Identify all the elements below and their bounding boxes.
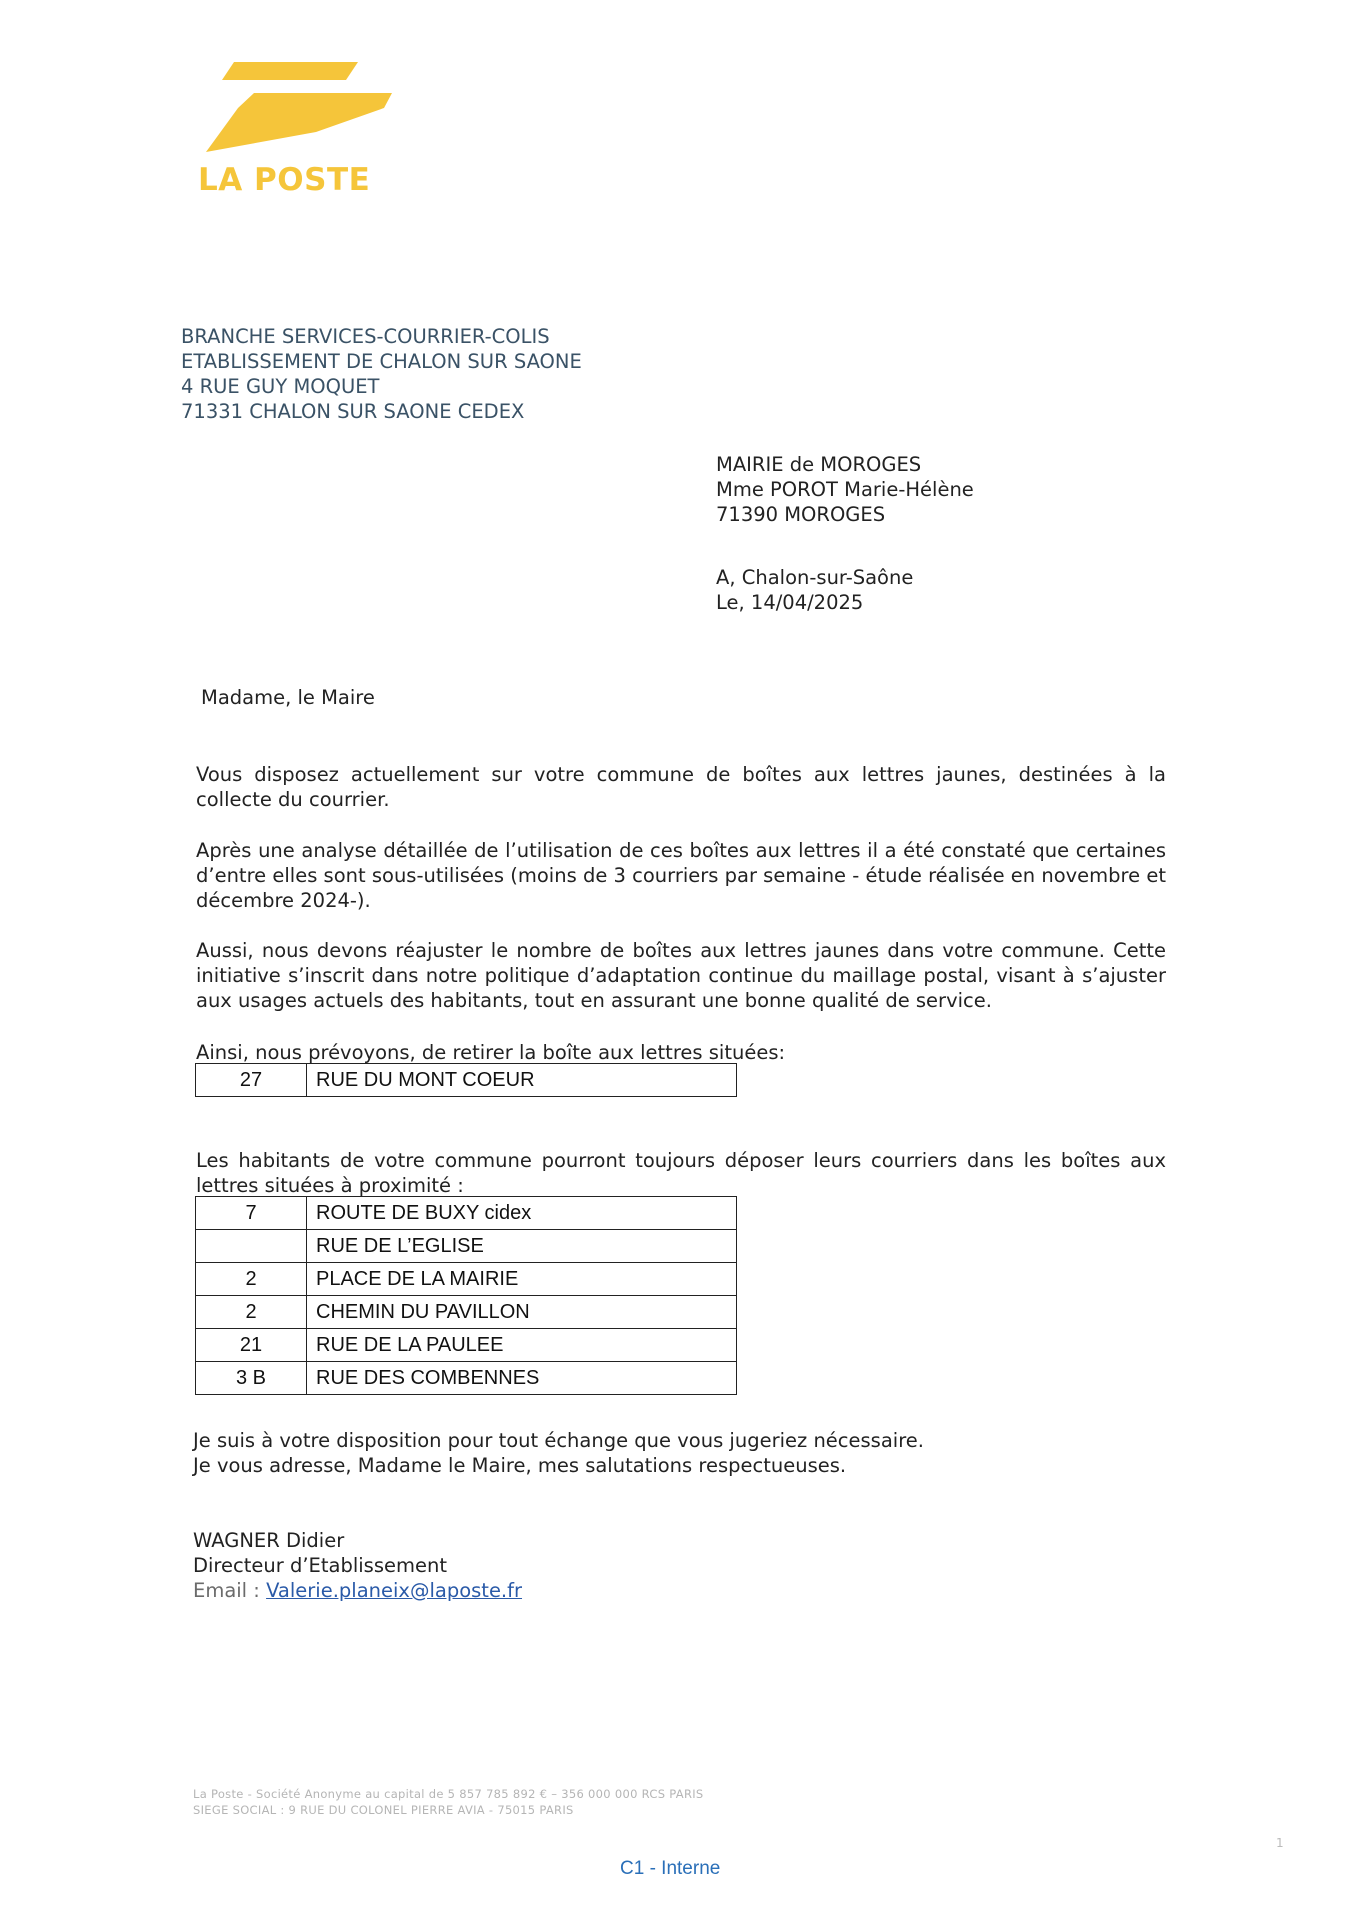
page-number: 1 (1276, 1836, 1284, 1850)
table-row (196, 1064, 737, 1097)
sender-address (181, 324, 582, 424)
closing-line: Je vous adresse, Madame le Maire, mes salutations respectueuses. (193, 1454, 847, 1477)
signature-block (193, 1528, 522, 1603)
footer-line: SIEGE SOCIAL : 9 RUE DU COLONEL PIERRE AVIA - 75015 PARIS (193, 1803, 574, 1817)
place-and-date (716, 565, 913, 615)
street-name: RUE DE L’EGLISE (307, 1230, 737, 1263)
table-row (196, 1197, 737, 1230)
la-poste-emblem-icon (196, 60, 396, 160)
date: Le, 14/04/2025 (716, 591, 864, 614)
paragraph-nearby-intro: Les habitants de votre commune pourront toujours déposer leurs courriers dans les boîtes aux lettres situées à proximité : (196, 1149, 1166, 1197)
legal-footer (193, 1786, 704, 1818)
paragraph-analysis: Après une analyse détaillée de l’utilisation de ces boîtes aux lettres il a été constaté que certaines d’entre elles sont sous-utilisées (moins de 3 courriers par semaine - étude réalisée en novembre et décembre 2024-). (196, 839, 1166, 912)
email-label: Email : (193, 1579, 267, 1602)
street-name: RUE DE LA PAULEE (307, 1329, 737, 1362)
sender-line: ETABLISSEMENT DE CHALON SUR SAONE (181, 350, 582, 373)
recipient-line: 71390 MOROGES (716, 503, 886, 526)
signatory-title: Directeur d’Etablissement (193, 1554, 447, 1577)
signatory-name: WAGNER Didier (193, 1529, 345, 1552)
street-number: 3 B (196, 1362, 307, 1395)
table-row (196, 1329, 737, 1362)
sender-line: BRANCHE SERVICES-COURRIER-COLIS (181, 325, 550, 348)
street-number: 2 (196, 1296, 307, 1329)
email-link[interactable]: Valerie.planeix@laposte.fr (266, 1579, 523, 1602)
table-row (196, 1362, 737, 1395)
classification-label: C1 - Interne (620, 1858, 721, 1879)
table-row (196, 1296, 737, 1329)
la-poste-logo (196, 60, 396, 200)
place: A, Chalon-sur-Saône (716, 566, 914, 589)
logo-wordmark: LA POSTE (198, 162, 371, 198)
street-name: CHEMIN DU PAVILLON (307, 1296, 737, 1329)
recipient-line: Mme POROT Marie-Hélène (716, 478, 974, 501)
paragraph-adjustment: Aussi, nous devons réajuster le nombre de boîtes aux lettres jaunes dans votre commune. Cette initiative s’inscrit dans notre politique d’adaptation continue du maillage postal, visant à s’ajuster aux usages actuels des habitants, tout en assurant une bonne qualité de service. (196, 939, 1166, 1012)
street-number (196, 1230, 307, 1263)
email-line (193, 1578, 522, 1603)
closing-line: Je suis à votre disposition pour tout échange que vous jugeriez nécessaire. (193, 1429, 924, 1452)
recipient-address (716, 452, 974, 527)
removed-boxes-table (195, 1063, 737, 1097)
street-name: PLACE DE LA MAIRIE (307, 1263, 737, 1296)
paragraph-removal-intro: Ainsi, nous prévoyons, de retirer la boîte aux lettres situées: (196, 1041, 786, 1064)
street-number: 27 (196, 1064, 307, 1097)
street-name: RUE DU MONT COEUR (307, 1064, 737, 1097)
street-number: 2 (196, 1263, 307, 1296)
street-name: RUE DES COMBENNES (307, 1362, 737, 1395)
table-row (196, 1263, 737, 1296)
paragraph-intro: Vous disposez actuellement sur votre commune de boîtes aux lettres jaunes, destinées à la collecte du courrier. (196, 763, 1166, 811)
street-name: ROUTE DE BUXY cidex (307, 1197, 737, 1230)
closing (193, 1428, 924, 1478)
table-row (196, 1230, 737, 1263)
salutation: Madame, le Maire (201, 686, 375, 709)
street-number: 7 (196, 1197, 307, 1230)
recipient-line: MAIRIE de MOROGES (716, 453, 922, 476)
street-number: 21 (196, 1329, 307, 1362)
sender-line: 4 RUE GUY MOQUET (181, 375, 380, 398)
sender-line: 71331 CHALON SUR SAONE CEDEX (181, 400, 525, 423)
nearby-boxes-table (195, 1196, 737, 1395)
footer-line: La Poste - Société Anonyme au capital de 5 857 785 892 € – 356 000 000 RCS PARIS (193, 1787, 704, 1801)
